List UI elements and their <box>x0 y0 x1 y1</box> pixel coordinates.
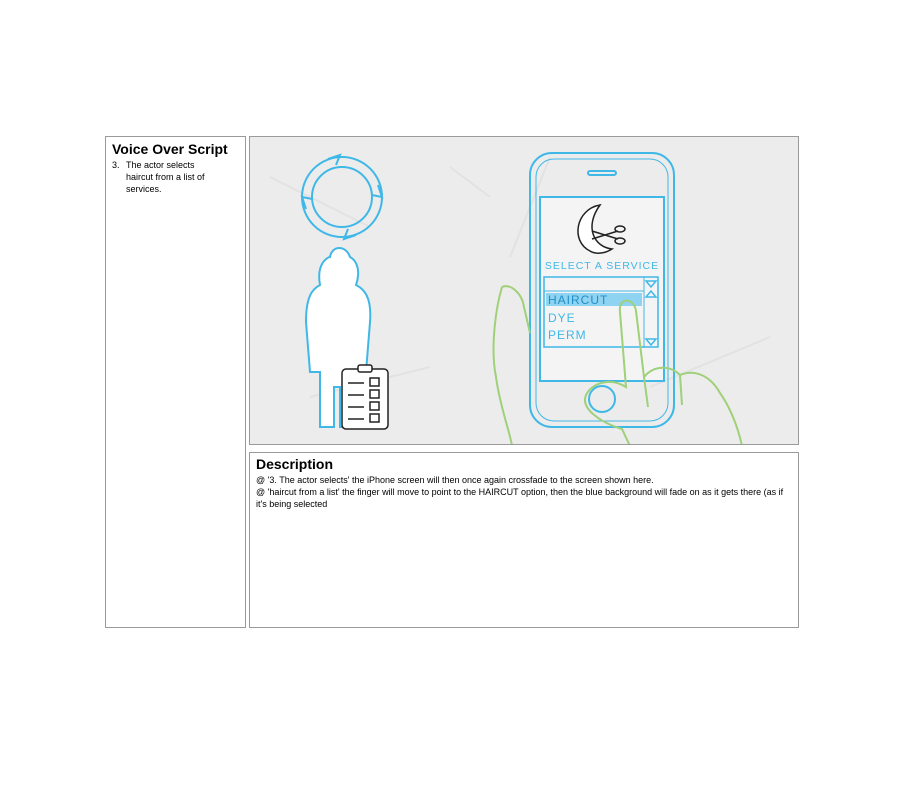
script-item <box>112 159 239 195</box>
service-item-haircut[interactable]: HAIRCUT <box>548 293 609 307</box>
description-line: @ 'haircut from a list' the finger will move to point to the HAIRCUT option, then the blue background will fade on as it gets there (as if it's being selected <box>256 487 784 509</box>
clipboard-icon <box>342 365 388 429</box>
script-item-text: The actor selects haircut from a list of services. <box>126 160 205 194</box>
description-title: Description <box>256 456 334 472</box>
storyboard-sketch <box>249 136 799 445</box>
script-item-number: 3. <box>112 160 120 170</box>
description-panel <box>249 452 799 628</box>
service-item-dye[interactable]: DYE <box>548 311 576 325</box>
screen-heading: SELECT A SERVICE <box>544 260 660 272</box>
voice-over-panel <box>105 136 246 628</box>
service-item-perm[interactable]: PERM <box>548 328 587 342</box>
voice-over-title: Voice Over Script <box>112 141 228 157</box>
sketch-illustration <box>250 137 799 445</box>
description-line: @ '3. The actor selects' the iPhone screen will then once again crossfade to the screen shown here. <box>256 475 654 485</box>
